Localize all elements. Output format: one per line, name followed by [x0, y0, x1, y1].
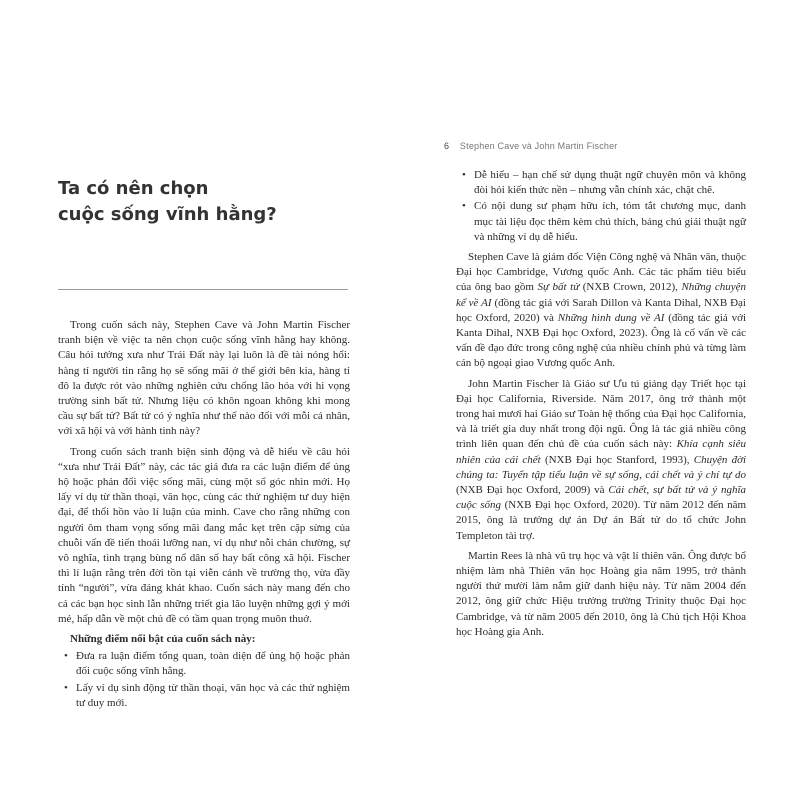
list-item: • Có nội dung sư phạm hữu ích, tóm tắt chương mục, danh mục tài liệu đọc thêm kèm chú thích, bảng chú giải thuật ngữ và những ví dụ dễ hiểu.: [456, 199, 746, 245]
book-title: Sự bất tử: [537, 281, 580, 294]
fischer-bio: John Martin Fischer là Giáo sư Ưu tú giảng dạy Triết học tại Đại học California, Riverside. Năm 2017, ông trở thành một trong hai mươi hai Giáo sư Toàn hệ thống của Đại học California, và là triết gia duy nhất trong đội ngũ. Ông là tác giả nhiều công trình liên quan đến chủ đề của cuốn sách này: Khía cạnh siêu nhiên của cái chết (NXB Đại học Stanford, 1993), Chuyện đời chúng ta: Tuyển tập tiểu luận về sự sống, cái chết và ý chí tự do (NXB Đại học Oxford, 2009) và Cái chết, sự bất tử và ý nghĩa cuộc sống (NXB Đại học Oxford, 2020). Từ năm 2012 đến năm 2015, ông là trưởng dự án Dự án Bất tử do tổ chức John Templeton tài trợ.: [456, 377, 747, 542]
book-title: Chuyện đời chúng ta: Tuyển tập tiểu luận về sự sống, cái chết và ý chí tự do: [456, 453, 746, 481]
rees-bio: Martin Rees là nhà vũ trụ học và vật lí thiên văn. Ông được bổ nhiệm làm nhà Thiên văn học Hoàng gia năm 1995, trở thành người thứ mười làm nắm giữ danh hiệu này. Từ năm 2004 đến 2012, ông giữ chức Hiệu trưởng trường Trinity thuộc Đại học Cambridge, và từ năm 2005 đến 2010, ông là Chủ tịch Hội Khoa học Hoàng gia Anh.: [456, 549, 746, 638]
features-list: [456, 168, 746, 245]
left-text-column: [58, 318, 350, 712]
list-item: • Đưa ra luận điểm tổng quan, toàn diện để ủng hộ hoặc phản đối cuộc sống vĩnh hằng.: [58, 649, 350, 679]
highlights-heading: Những điểm nổi bật của cuốn sách này:: [70, 633, 256, 646]
list-item: • Dễ hiểu – hạn chế sử dụng thuật ngữ chuyên môn và không đòi hỏi kiến thức nền – nhưng vẫn chính xác, chặt chẽ.: [456, 168, 746, 198]
running-title: Stephen Cave và John Martin Fischer: [459, 141, 618, 151]
title-line-1: Ta có nên chọn: [58, 178, 209, 199]
debate-paragraph: Trong cuốn sách tranh biện sinh động và dễ hiểu về câu hỏi “xưa như Trái Đất” này, các tác giả đưa ra các luận điểm để ủng hộ hoặc phản đối việc sống mãi, cùng một số góc nhìn mới. Họ lấy ví dụ từ thần thoại, văn học, cùng các thử nghiệm tư duy hiện đại, để thổi hồn vào lí luận của mình. Cave cho rằng những con người ôm tham vọng sống mãi đang mắc kẹt trên cặp sừng của chuỗi vấn đề tiến thoái lưỡng nan, ví dụ như nỗi chán chường, sự vô nghĩa, tình trạng bùng nổ dân số hay bất công xã hội. Fischer thì lí luận rằng trên đời tồn tại viễn cảnh về trường thọ, vừa đầy tính “người”, vừa đáng khát khao. Cuốn sách này mang đến cho cả các bạn học sinh lẫn những triết gia lão luyện những gợi ý mới mẻ, hấp dẫn về một chủ đề có tầm quan trọng muôn thuở.: [58, 445, 350, 625]
list-item: • Lấy ví dụ sinh động từ thần thoại, văn học và các thử nghiệm tư duy mới.: [58, 681, 350, 711]
page-number: 6: [444, 141, 450, 151]
highlights-list: [58, 649, 350, 711]
divider-rule: [58, 289, 348, 290]
cave-bio: Stephen Cave là giám đốc Viện Công nghệ và Nhân văn, thuộc Đại học Cambridge, Vương quốc Anh. Các tác phẩm tiêu biểu của ông bao gồm Sự bất tử (NXB Crown, 2012), Những chuyện kể về AI (đồng tác giả với Sarah Dillon và Kanta Dihal, NXB Đại học Oxford, 2020) và Những hình dung về AI (đồng tác giả với Kanta Dihal, NXB Đại học Oxford, 2023). Ông là cố vấn về các vấn đề đạo đức trong công nghệ của nhiều chính phủ và từng làm cán bộ ngoại giao Vương quốc Anh.: [456, 251, 747, 370]
book-title: Những chuyện kể về AI: [456, 281, 746, 309]
book-title: Những hình dung về AI: [557, 311, 665, 324]
title-line-2: cuộc sống vĩnh hằng?: [58, 204, 277, 225]
book-title: Cái chết, sự bất tử và ý nghĩa cuộc sống: [456, 484, 746, 512]
chapter-title: [58, 176, 358, 228]
book-title: Khía cạnh siêu nhiên của cái chết: [456, 438, 746, 466]
running-header: [444, 141, 618, 151]
right-text-column: [456, 168, 746, 640]
intro-paragraph: Trong cuốn sách này, Stephen Cave và John Martin Fischer tranh biện về việc ta nên chọn cuộc sống vĩnh hằng hay không. Câu hỏi tưởng xưa như Trái Đất này lại luôn là đề tài nóng hổi: hàng tỉ người tin rằng họ sẽ sống mãi ở thế giới bên kia, hàng tỉ đô la được rót vào những nghiên cứu chống lão hóa với hi vọng trường sinh bất tử. Nhưng liệu có khôn ngoan không khi mong cầu sự bất tử? Bất tử có ý nghĩa như thế nào đối với mỗi cá nhân, với xã hội và với hành tinh này?: [58, 319, 350, 438]
